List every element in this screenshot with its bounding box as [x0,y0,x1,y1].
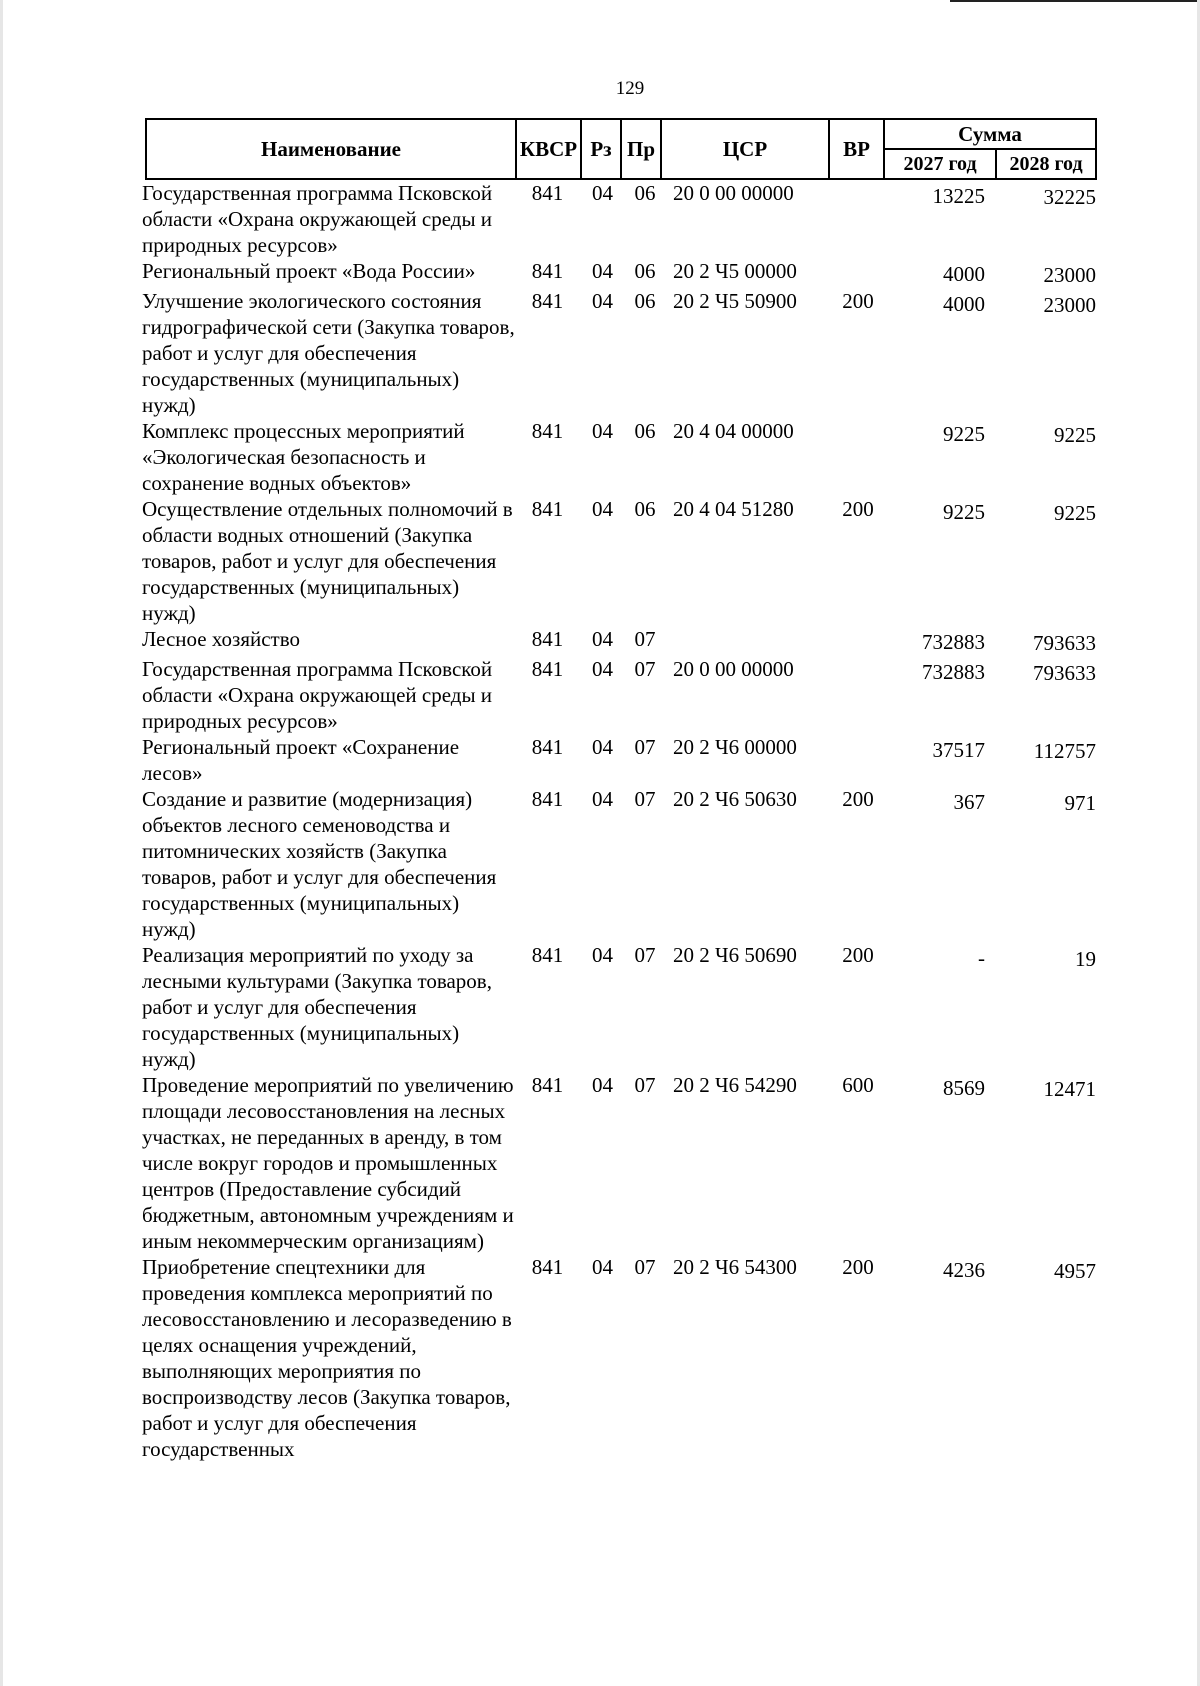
row-amount-2028: 971 [1064,791,1096,815]
row-name: Создание и развитие (модернизация) объектов лесного семеноводства и питомнических хозяйств (Закупка товаров, работ и услуг для обеспечения государственных (муниципальных) нужд) [142,787,497,941]
row-rz: 04 [592,943,613,967]
row-csr: 20 2 Ч5 50900 [673,289,797,313]
header-year-2027: 2027 год [884,149,996,179]
table-row [140,1072,1096,1254]
row-pr: 07 [634,787,656,811]
scan-left-edge [0,0,3,1686]
row-kvsr: 841 [531,419,564,443]
row-amount-2027: 367 [953,790,985,814]
header-vr: ВР [829,119,884,179]
row-vr [833,656,883,734]
row-pr: 06 [634,289,656,313]
row-kvsr: 841 [531,657,564,681]
row-amount-2028: 9225 [1054,423,1096,447]
row-amount-2028: 4957 [1054,1259,1096,1283]
row-pr: 07 [634,627,656,651]
table-row [140,656,1096,734]
row-kvsr: 841 [531,1255,564,1279]
row-kvsr: 841 [531,289,564,313]
row-csr: 20 0 00 00000 [673,657,794,681]
row-name: Осуществление отдельных полномочий в области водных отношений (Закупка товаров, работ и услуг для обеспечения государственных (муниципальных) нужд) [142,497,513,625]
row-kvsr: 841 [531,627,564,651]
row-csr: 20 2 Ч6 54290 [673,1073,797,1097]
row-kvsr: 841 [531,787,564,811]
row-vr: 200 [842,289,874,313]
row-kvsr: 841 [531,259,564,283]
row-vr [833,258,883,288]
row-name: Приобретение спецтехники для проведения комплекса мероприятий по лесовосстановлению и лесоразведению в целях оснащения учреждений, выполняющих мероприятия по воспроизводству лесов (Закупка товаров, работ и услуг для обеспечения государственных [142,1255,512,1461]
table-row [140,496,1096,626]
row-name: Проведение мероприятий по увеличению площади лесовосстановления на лесных участках, не переданных в аренду, в том числе вокруг городов и промышленных центров (Предоставление субсидий бюджетным, автономным учреждениям и иным некоммерческим организациям) [142,1073,514,1253]
row-name: Реализация мероприятий по уходу за лесными культурами (Закупка товаров, работ и услуг для обеспечения государственных (муниципальных) нужд) [142,943,492,1071]
row-rz: 04 [592,289,613,313]
header-csr: ЦСР [661,119,829,179]
scan-top-edge [950,0,1200,2]
table-header [145,118,1097,180]
row-name: Государственная программа Псковской области «Охрана окружающей среды и природных ресурсов» [142,181,493,257]
row-amount-2027: - [978,946,985,970]
row-rz: 04 [592,1255,613,1279]
row-vr: 600 [842,1073,874,1097]
row-amount-2027: 8569 [943,1076,985,1100]
row-amount-2027: 4000 [943,292,985,316]
row-vr [833,418,883,496]
table-row [140,942,1096,1072]
row-csr: 20 2 Ч6 50690 [673,943,797,967]
row-amount-2028: 19 [1075,947,1096,971]
row-pr: 07 [634,1255,656,1279]
table-row [140,288,1096,418]
row-name: Комплекс процессных мероприятий «Экологическая безопасность и сохранение водных объектов» [142,419,465,495]
row-amount-2027: 4236 [943,1258,985,1282]
row-pr: 06 [634,497,656,521]
row-rz: 04 [592,735,613,759]
row-rz: 04 [592,627,613,651]
table-row [140,734,1096,786]
row-csr: 20 4 04 51280 [673,497,794,521]
row-kvsr: 841 [531,497,564,521]
row-amount-2027: 37517 [932,738,985,762]
row-amount-2027: 9225 [943,422,985,446]
row-csr: 20 2 Ч6 50630 [673,787,797,811]
row-vr [833,180,883,258]
header-rz: Рз [581,119,621,179]
row-kvsr: 841 [531,1073,564,1097]
row-pr: 06 [634,259,656,283]
row-csr [665,626,833,656]
row-pr: 06 [634,419,656,443]
budget-table [140,180,1096,1462]
table-row [140,258,1096,288]
row-rz: 04 [592,657,613,681]
row-amount-2028: 793633 [1033,631,1096,655]
row-amount-2028: 112757 [1033,739,1096,763]
table-row [140,418,1096,496]
row-pr: 06 [634,181,656,205]
row-amount-2027: 13225 [932,184,985,208]
row-amount-2028: 23000 [1043,293,1096,317]
row-name: Региональный проект «Сохранение лесов» [142,735,460,785]
table-row [140,626,1096,656]
row-csr: 20 2 Ч6 00000 [673,735,797,759]
row-amount-2027: 4000 [943,262,985,286]
row-rz: 04 [592,497,613,521]
header-year-2028: 2028 год [996,149,1096,179]
row-vr: 200 [842,1255,874,1279]
row-name: Государственная программа Псковской области «Охрана окружающей среды и природных ресурсов» [142,657,493,733]
row-amount-2028: 23000 [1043,263,1096,287]
header-sum: Сумма [884,119,1096,149]
row-vr [833,734,883,786]
row-name: Лесное хозяйство [142,627,300,651]
row-amount-2028: 32225 [1043,185,1096,209]
row-rz: 04 [592,181,613,205]
row-pr: 07 [634,1073,656,1097]
row-vr: 200 [842,497,874,521]
row-kvsr: 841 [531,735,564,759]
header-name: Наименование [146,119,516,179]
row-name: Улучшение экологического состояния гидрографической сети (Закупка товаров, работ и услуг для обеспечения государственных (муниципальных) нужд) [142,289,515,417]
row-amount-2027: 9225 [943,500,985,524]
page-number: 129 [615,78,645,99]
row-vr: 200 [842,943,874,967]
row-kvsr: 841 [531,943,564,967]
table-row [140,180,1096,258]
row-amount-2027: 732883 [922,660,985,684]
row-rz: 04 [592,419,613,443]
row-csr: 20 2 Ч6 54300 [673,1255,797,1279]
table-row [140,1254,1096,1462]
row-kvsr: 841 [531,181,564,205]
row-csr: 20 2 Ч5 00000 [673,259,797,283]
header-pr: Пр [621,119,661,179]
table-row [140,786,1096,942]
row-amount-2028: 12471 [1043,1077,1096,1101]
row-amount-2028: 793633 [1033,661,1096,685]
row-csr: 20 4 04 00000 [673,419,794,443]
row-vr [833,626,883,656]
row-pr: 07 [634,657,656,681]
row-rz: 04 [592,787,613,811]
row-pr: 07 [634,943,656,967]
row-pr: 07 [634,735,656,759]
row-amount-2027: 732883 [922,630,985,654]
row-csr: 20 0 00 00000 [673,181,794,205]
row-rz: 04 [592,259,613,283]
row-amount-2028: 9225 [1054,501,1096,525]
row-vr: 200 [842,787,874,811]
row-rz: 04 [592,1073,613,1097]
header-kvsr: КВСР [516,119,581,179]
row-name: Региональный проект «Вода России» [142,259,476,283]
